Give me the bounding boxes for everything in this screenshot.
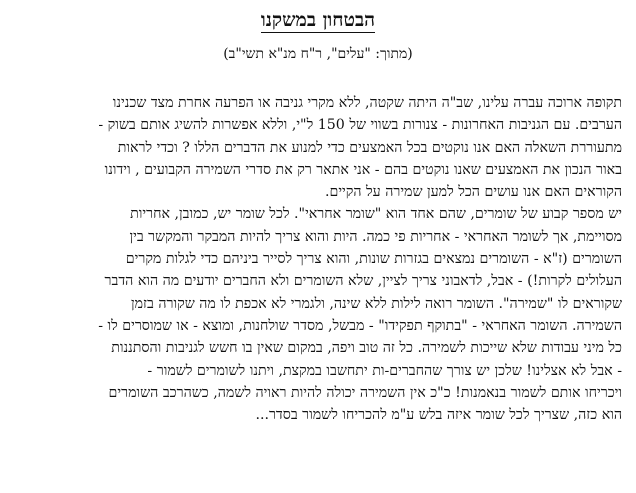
document-title bbox=[0, 8, 636, 32]
text-line: השמירה. השומר האחראי - "בתוקף תפקידו" - מבשל, מסדר שולחנות, ומוצא - או שמוסרים לו - bbox=[98, 317, 622, 334]
text-line: הוא כזה, שצריך לכל שומר איזה בלש ע"מ להכריחו לשמור בסדר... bbox=[255, 407, 622, 424]
text-line: באור הנכון את האמצעים שאנו נוקטים בהם - אני אתאר רק את סדרי השמירה הקבועים , וידונו bbox=[104, 161, 622, 178]
text-line: - אבל לא אצלינו! שלכן יש צורך שהחברים-ות יתחשבו במקצת, ויתנו לשומרים לשמור - bbox=[147, 362, 622, 379]
text-line: השומרים (ז"א - השומרים נמצאים בגזרות שונות, והוא צריך לסייר ביניהם כדי לגלות מקרים bbox=[125, 251, 622, 268]
title-text: הבטחון במשקנו bbox=[260, 9, 376, 31]
text-line: כל מיני עבודות שלא שייכות לשמירה. כל זה טוב ויפה, במקום שאין בו חשש לגניבות והסתננות bbox=[111, 340, 622, 357]
text-line: ויכריחו אותם לשמור בנאמנות! כ"כ אין השמירה יכולה להיות ראויה לשמה, כשהרכב השומרים bbox=[108, 384, 622, 401]
text-line: תקופה ארוכה עברה עלינו, שב"ה היתה שקטה, ללא מקרי גניבה או הפרעה אחרת מצד שכנינו bbox=[112, 95, 622, 111]
text-line: שקוראים לו "שמירה". השומר רואה לילות ללא שינה, ולגמרי לא אכפת לו מה שקורה בזמן bbox=[131, 295, 622, 312]
text-line: יש מספר קבוע של שומרים, שהם אחד הוא "שומר אחראי". לכל שומר יש, כמובן, אחריות bbox=[130, 206, 622, 223]
article-body bbox=[12, 92, 622, 426]
text-line: הערבים. עם הגניבות האחרונות - צנורות בשווי של 150 ל"י, וללא אפשרות להשיג אותם בשוק - bbox=[98, 117, 622, 134]
text-line: הקוראים האם אנו עושים הכל למען שמירה על הקיים. bbox=[324, 184, 622, 201]
text-line: מסויימת, אך לשומר האחראי - אחריות פי כמה. היות והוא צריך להיות המבקר והמקשר בין bbox=[129, 228, 622, 245]
text-line: העלולים לקרות!) - אבל, לדאבוני צריך לציין, שלא השומרים ולא החברים יודעים מה הוא הדבר bbox=[104, 273, 622, 290]
source-citation: (מתוך: "עלים", ר"ח מנ"א תשי"ב) bbox=[223, 46, 413, 62]
text-line: מתעוררת השאלה האם אנו נוקטים בכל האמצעים כדי למנוע את הדברים הללו ? וכדי לראות bbox=[117, 139, 622, 156]
